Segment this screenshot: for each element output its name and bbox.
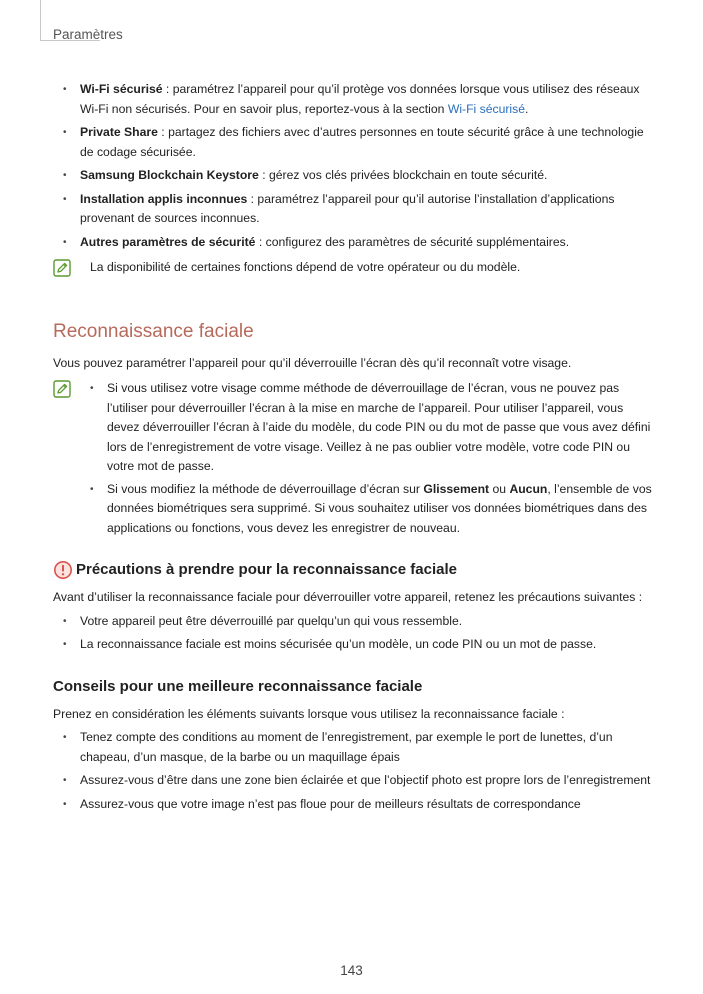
list-item: • Assurez-vous que votre image n’est pas floue pour de meilleurs résultats de correspondance	[53, 795, 653, 815]
note-item-post: , l’ensemble de vos données biométriques sera supprimé. Si vous souhaitez utiliser vos données biométriques dans des applications ou fonctions, vous devez les enregistrer de nouveau.	[107, 481, 652, 535]
item-term: Autres paramètres de sécurité	[80, 234, 256, 249]
page-content	[53, 80, 653, 818]
availability-note	[53, 258, 653, 278]
list-item: • La reconnaissance faciale est moins sécurisée qu’un modèle, un code PIN ou un mot de passe.	[53, 635, 653, 655]
item-text-after: .	[525, 101, 529, 116]
item-text: : paramétrez l’appareil pour qu’il protège vos données lorsque vous utilisez des réseaux Wi-Fi non sécurisés. Pour en savoir plus, reportez-vous à la section	[80, 82, 640, 116]
section-title-face: Reconnaissance faciale	[53, 320, 254, 342]
precautions-list	[53, 612, 653, 655]
item-term: Samsung Blockchain Keystore	[80, 168, 259, 182]
tips-list	[53, 728, 653, 814]
list-item	[53, 233, 653, 253]
face-note-list	[90, 379, 653, 538]
list-item	[53, 166, 653, 186]
note-pencil-icon	[53, 259, 71, 277]
aucun-term: Aucun	[509, 481, 548, 496]
face-note	[53, 379, 653, 538]
list-item	[53, 123, 653, 162]
page-number: 143	[340, 963, 363, 978]
precautions-intro: Avant d’utiliser la reconnaissance faciale pour déverrouiller votre appareil, retenez les précautions suivantes :	[53, 590, 643, 604]
list-item: • Votre appareil peut être déverrouillé par quelqu’un qui vous ressemble.	[53, 612, 653, 632]
item-text: : configurez des paramètres de sécurité supplémentaires.	[255, 234, 570, 249]
list-item	[90, 480, 653, 539]
list-item	[53, 80, 653, 119]
list-item	[90, 379, 653, 477]
precautions-title	[53, 560, 653, 580]
list-item: • Assurez-vous d’être dans une zone bien éclairée et que l’objectif photo est propre lors de l’enregistrement	[53, 771, 653, 791]
tips-intro: Prenez en considération les éléments suivants lorsque vous utilisez la reconnaissance faciale :	[53, 706, 565, 721]
item-text: : paramétrez l’appareil pour qu’il autorise l’installation d’applications provenant de sources inconnues.	[80, 191, 615, 225]
note-item-mid: ou	[489, 481, 510, 496]
item-term: Wi-Fi sécurisé	[80, 82, 163, 96]
tips-title: Conseils pour une meilleure reconnaissance faciale	[53, 677, 423, 695]
glissement-term: Glissement	[423, 481, 490, 496]
security-options-list	[53, 80, 653, 252]
item-text: : partagez des fichiers avec d’autres personnes en toute sécurité grâce à une technologie de codage sécurisée.	[80, 125, 644, 159]
face-intro: Vous pouvez paramétrer l’appareil pour qu’il déverrouille l’écran dès qu’il reconnaît votre visage.	[53, 355, 572, 370]
item-term: Installation applis inconnues	[80, 191, 248, 206]
precautions-title-text: Précautions à prendre pour la reconnaissance faciale	[76, 561, 457, 578]
list-item	[53, 190, 653, 229]
item-term: Private Share	[80, 125, 158, 139]
note-pencil-icon	[53, 380, 71, 398]
note-item-pre: Si vous modifiez la méthode de déverrouillage d’écran sur	[107, 481, 424, 496]
wifi-securise-link[interactable]: Wi-Fi sécurisé	[447, 101, 526, 116]
item-text: : gérez vos clés privées blockchain en toute sécurité.	[258, 168, 548, 182]
page-header-title: Paramètres	[53, 27, 123, 42]
note-text: La disponibilité de certaines fonctions dépend de votre opérateur ou du modèle.	[90, 260, 521, 274]
note-item-text: Si vous utilisez votre visage comme méthode de déverrouillage de l’écran, vous ne pouvez pas l’utiliser pour déverrouiller l’écran à la mise en marche de l’appareil. Pour utiliser l’appareil, vous devez déverrouiller l’écran à l’aide du modèle, du code PIN ou du mot de passe que vous avez défini lors de l’enregistrement de votre visage. Veillez à ne pas oublier votre modèle, votre code PIN ou votre mot de passe.	[107, 381, 651, 473]
corner-mark-vertical	[40, 0, 41, 40]
warning-exclamation-icon	[53, 560, 73, 580]
list-item: • Tenez compte des conditions au moment de l’enregistrement, par exemple le port de lunettes, d’un chapeau, d’un masque, de la barbe ou un maquillage épais	[53, 728, 653, 767]
